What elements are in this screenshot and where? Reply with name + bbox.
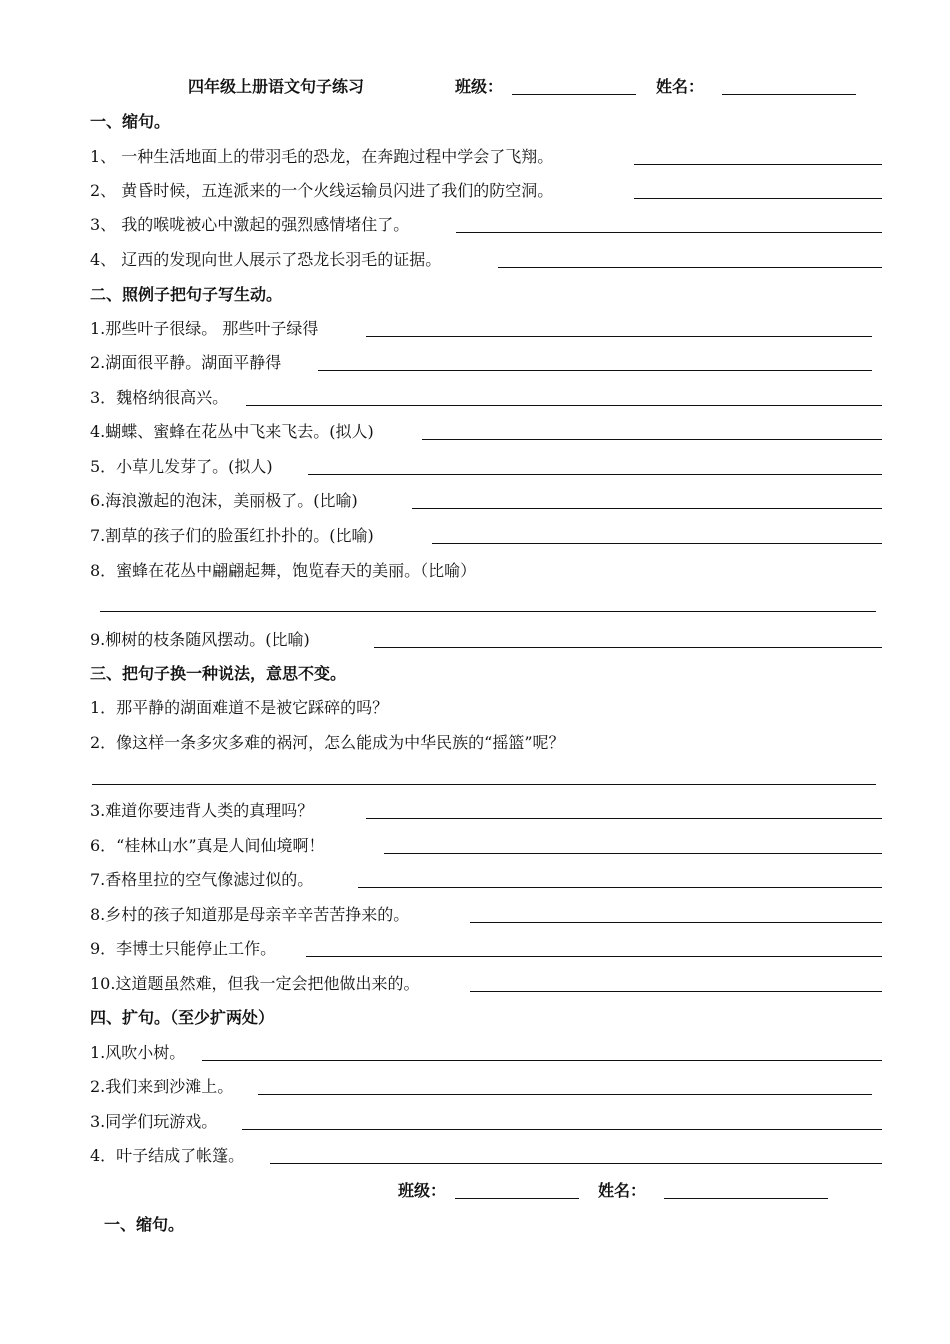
answer-line[interactable] <box>366 818 882 819</box>
answer-line[interactable] <box>100 611 876 612</box>
question-item: 3.难道你要违背人类的真理吗？ <box>90 801 314 820</box>
question-item: 1．那平静的湖面难道不是被它踩碎的吗？ <box>90 698 389 717</box>
question-item: 4．叶子结成了帐篷。 <box>90 1146 245 1165</box>
answer-line[interactable] <box>432 543 882 544</box>
answer-line[interactable] <box>634 164 882 165</box>
question-item: 9.柳树的枝条随风摆动。(比喻) <box>90 630 310 649</box>
answer-line[interactable] <box>242 1129 882 1130</box>
question-item: 8．蜜蜂在花丛中翩翩起舞，饱览春天的美丽。（比喻） <box>90 561 477 580</box>
question-item: 4.蝴蝶、蜜蜂在花丛中飞来飞去。(拟人) <box>90 422 374 441</box>
answer-line[interactable] <box>456 232 882 233</box>
question-item: 5．小草儿发芽了。(拟人) <box>90 457 273 476</box>
answer-line[interactable] <box>470 922 882 923</box>
answer-line[interactable] <box>92 784 876 785</box>
answer-line[interactable] <box>308 474 882 475</box>
answer-line[interactable] <box>634 198 882 199</box>
question-item: 7.香格里拉的空气像滤过似的。 <box>90 870 314 889</box>
answer-line[interactable] <box>384 853 882 854</box>
answer-line[interactable] <box>374 647 882 648</box>
answer-line[interactable] <box>412 508 882 509</box>
question-item: 10.这道题虽然难，但我一定会把他做出来的。 <box>90 974 420 993</box>
question-item: 1、 一种生活地面上的带羽毛的恐龙，在奔跑过程中学会了飞翔。 <box>90 147 554 166</box>
footer-name-field[interactable] <box>664 1198 828 1199</box>
answer-line[interactable] <box>498 267 882 268</box>
question-item: 1.风吹小树。 <box>90 1043 186 1062</box>
answer-line[interactable] <box>202 1060 882 1061</box>
name-field[interactable] <box>722 94 856 95</box>
answer-line[interactable] <box>318 370 872 371</box>
question-item: 9．李博士只能停止工作。 <box>90 939 277 958</box>
question-item: 4、 辽西的发现向世人展示了恐龙长羽毛的证据。 <box>90 250 442 269</box>
answer-line[interactable] <box>470 991 882 992</box>
section3-heading: 三、把句子换一种说法，意思不变。 <box>90 664 347 683</box>
section4-heading: 四、扩句。（至少扩两处） <box>90 1008 275 1027</box>
answer-line[interactable] <box>306 956 882 957</box>
question-item: 3．魏格纳很高兴。 <box>90 388 229 407</box>
answer-line[interactable] <box>358 887 882 888</box>
question-item: 1.那些叶子很绿。 那些叶子绿得 <box>90 319 319 338</box>
question-item: 2．像这样一条多灾多难的祸河，怎么能成为中华民族的“摇篮”呢？ <box>90 733 565 752</box>
question-item: 6.海浪激起的泡沫，美丽极了。(比喻) <box>90 491 358 510</box>
question-item: 3.同学们玩游戏。 <box>90 1112 218 1131</box>
question-item: 2、 黄昏时候，五连派来的一个火线运输员闪进了我们的防空洞。 <box>90 181 554 200</box>
footer-class-field[interactable] <box>455 1198 579 1199</box>
page-title: 四年级上册语文句子练习 <box>188 77 365 96</box>
question-item: 2.湖面很平静。湖面平静得 <box>90 353 282 372</box>
question-item: 6．“桂林山水”真是人间仙境啊！ <box>90 836 325 855</box>
answer-line[interactable] <box>258 1094 872 1095</box>
footer-name-label: 姓名： <box>598 1181 647 1200</box>
answer-line[interactable] <box>270 1163 882 1164</box>
answer-line[interactable] <box>422 439 882 440</box>
question-item: 3、 我的喉咙被心中激起的强烈感情堵住了。 <box>90 215 410 234</box>
question-item: 7.割草的孩子们的脸蛋红扑扑的。(比喻) <box>90 526 374 545</box>
answer-line[interactable] <box>366 336 872 337</box>
question-item: 2.我们来到沙滩上。 <box>90 1077 234 1096</box>
footer-class-label: 班级： <box>398 1181 447 1200</box>
class-label: 班级： <box>455 77 504 96</box>
next-section-heading: 一、缩句。 <box>104 1215 185 1234</box>
question-item: 8.乡村的孩子知道那是母亲辛辛苦苦挣来的。 <box>90 905 410 924</box>
section2-heading: 二、照例子把句子写生动。 <box>90 285 283 304</box>
class-field[interactable] <box>512 94 636 95</box>
answer-line[interactable] <box>246 405 882 406</box>
section1-heading: 一、缩句。 <box>90 112 171 131</box>
name-label: 姓名： <box>656 77 705 96</box>
